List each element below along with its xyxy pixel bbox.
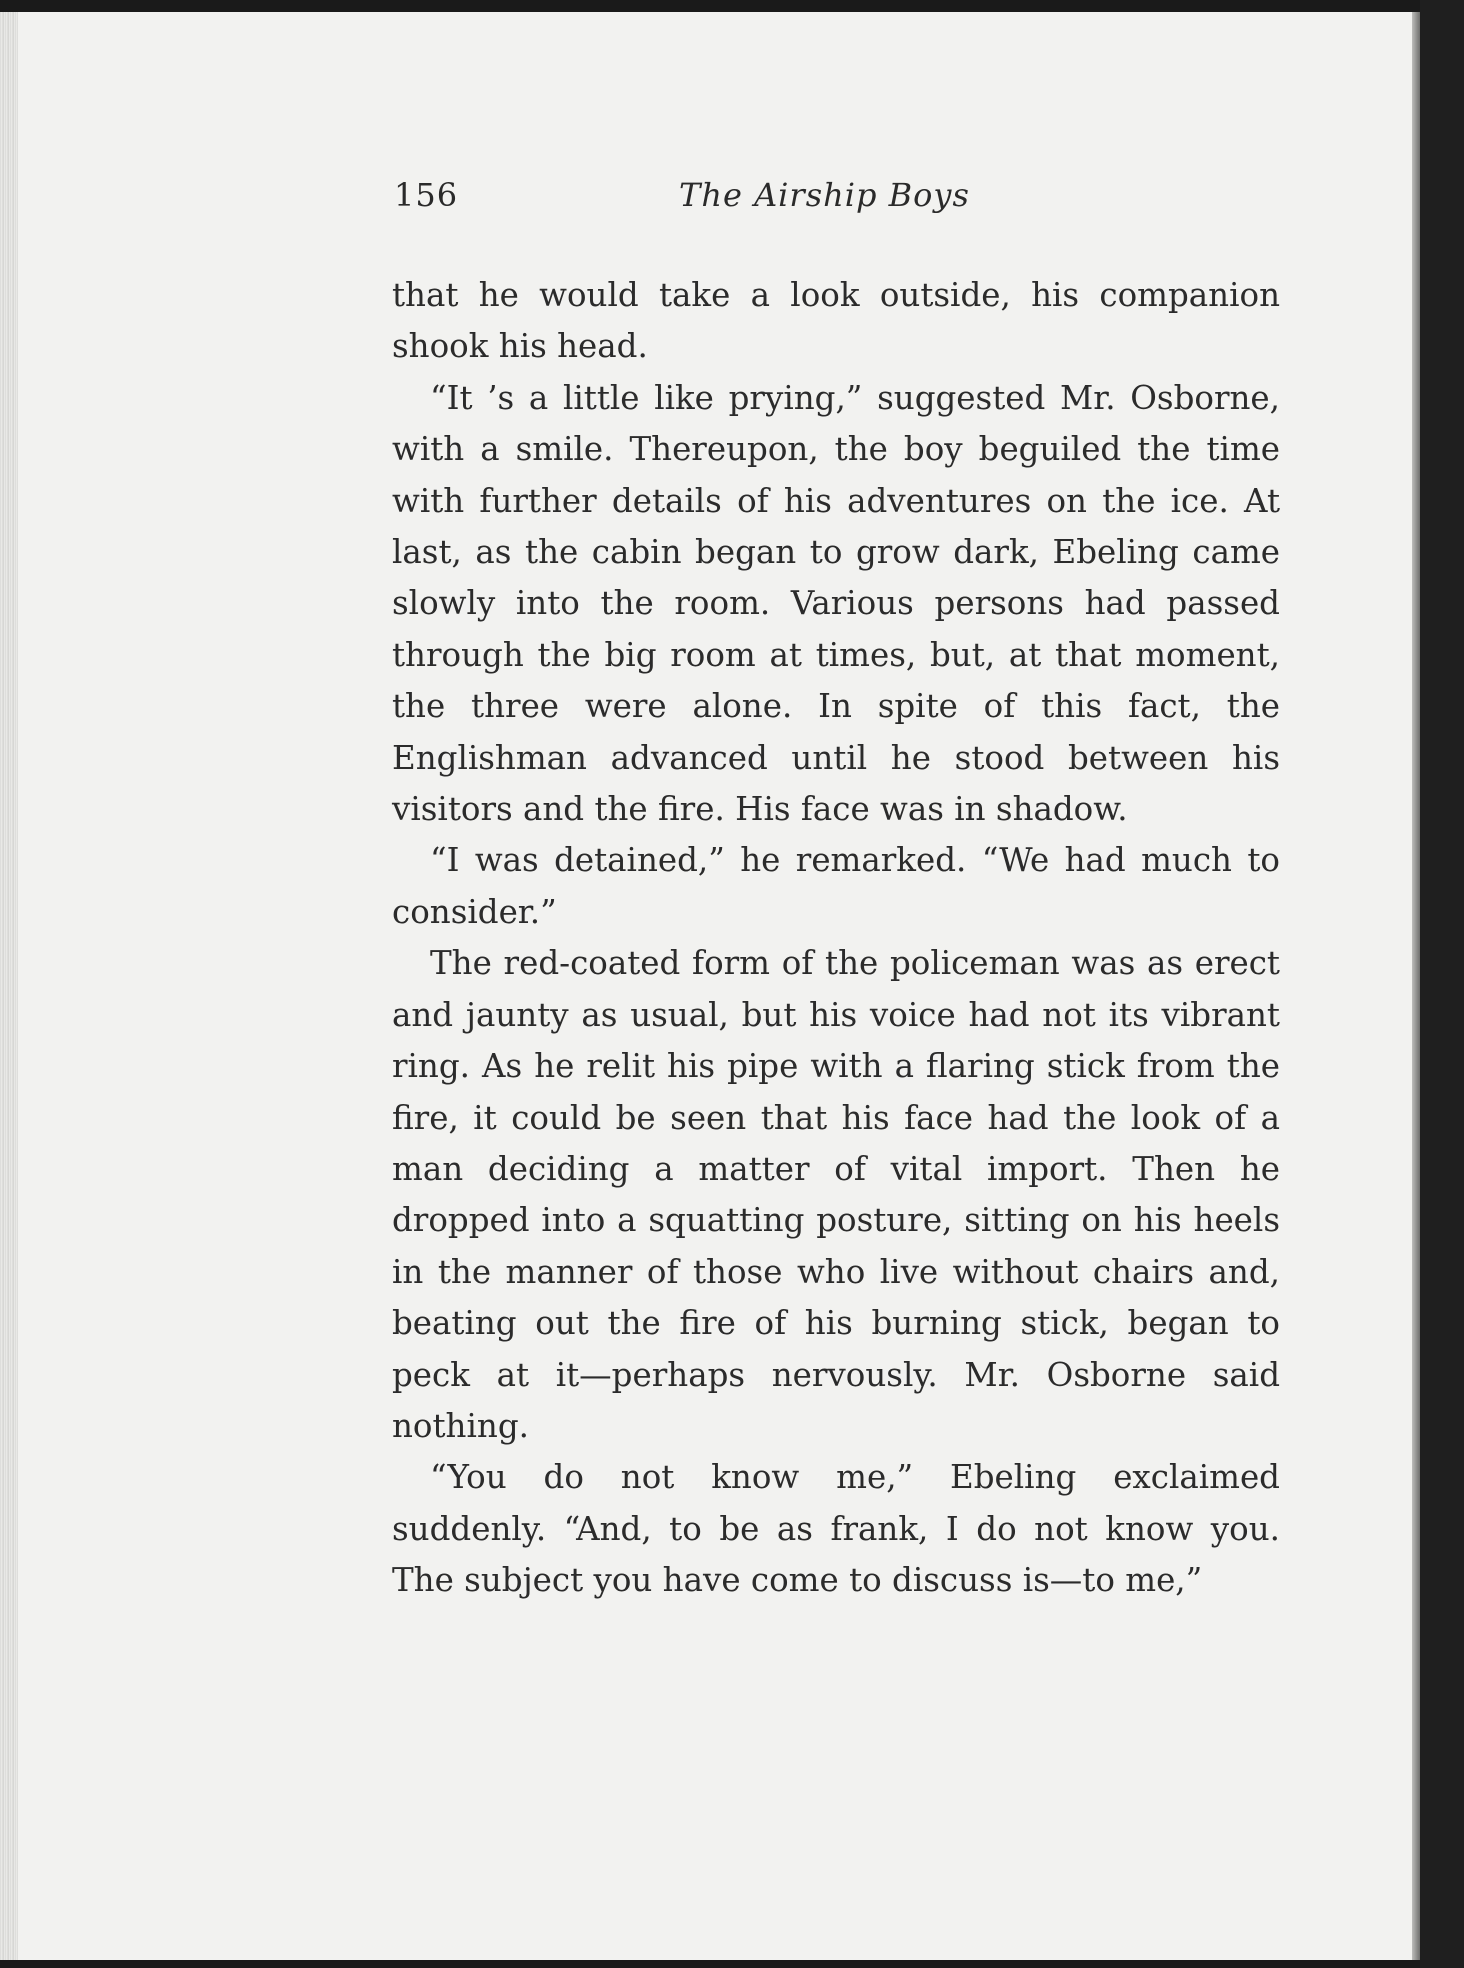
paragraph: The red-coated form of the policeman was as erect and jaunty as usual, but his voice had not its vibrant ring. As he relit his pipe with a flaring stick from the fire, it could be seen that his face had the look of a man deciding a matter of vital import. Then he dropped into a squatting posture, sitting on his heels in the manner of those who live without chairs and, beating out the fire of his burning stick, began to peck at it—perhaps nervously. Mr. Osborne said nothing.: [392, 944, 1280, 1445]
paragraph: “I was detained,” he remarked. “We had much to consider.”: [392, 841, 1280, 931]
running-title: The Airship Boys: [679, 176, 970, 214]
book-gutter-shadow: [1412, 12, 1420, 1960]
page-header: [394, 176, 1284, 228]
page-stack-edges: [0, 12, 18, 1960]
body-text: [392, 270, 1280, 1607]
scan-background-edge: [1420, 0, 1464, 1968]
paragraph: “You do not know me,” Ebeling exclaimed suddenly. “And, to be as frank, I do not know you. The subject you have come to discuss is—to me,”: [392, 1458, 1280, 1600]
paragraph: “It ’s a little like prying,” suggested Mr. Osborne, with a smile. Thereupon, the boy beguiled the time with further details of his adventures on the ice. At last, as the cabin began to grow dark, Ebeling came slowly into the room. Various persons had passed through the big room at times, but, at that moment, the three were alone. In spite of this fact, the Englishman advanced until he stood between his visitors and the fire. His face was in shadow.: [392, 378, 1280, 829]
page-number: 156: [394, 176, 459, 214]
paragraph-continuation: that he would take a look outside, his companion shook his head.: [392, 276, 1280, 366]
